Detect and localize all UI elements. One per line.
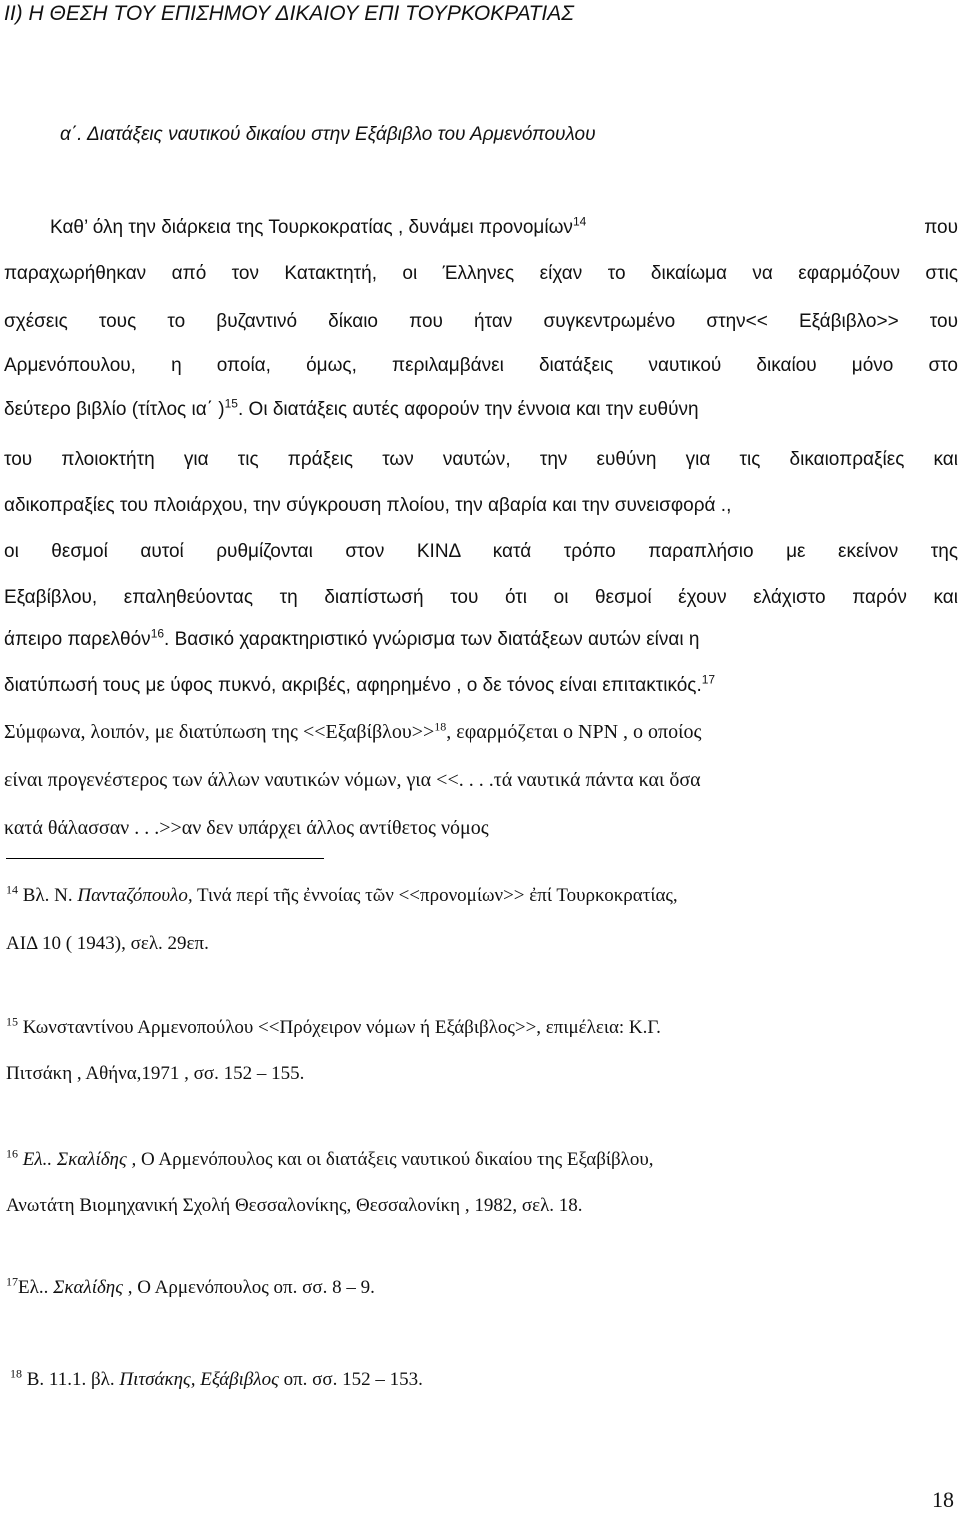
body-line-14: κατά θάλασσαν . . .>>αν δεν υπάρχει άλλος αντίθετος νόμος	[4, 817, 489, 839]
footnote-18: $^{18}$ Β. 11.1. βλ. Πιτσάκης, Εξάβιβλος οπ. σσ. 152 – 153.	[10, 1366, 423, 1390]
body-line-12: Σύμφωνα, λοιπόν, με διατύπωση της <<Εξαβίβλου>>$^{18}$, εφαρμόζεται ο ΝΡΝ , ο οποίος	[4, 719, 702, 743]
footnote-ref-18[interactable]: 18	[434, 719, 447, 734]
body-line-13: είναι προγενέστερος των άλλων ναυτικών νόμων, για <<. . . .τά ναυτικά πάντα και ὅσα	[4, 769, 701, 791]
body-line-2: παραχωρήθηκαν από τον Κατακτητή, οι Έλληνες είχαν το δικαίωμα να εφαρμόζουν στις	[4, 263, 958, 284]
footnote-16: $^{16}$ Ελ.. Σκαλίδης , Ο Αρμενόπουλος και οι διατάξεις ναυτικού δικαίου της Εξαβίβλου,	[6, 1146, 654, 1170]
body-line-8: οι θεσμοί αυτοί ρυθμίζονται στον ΚΙΝΔ κατά τρόπο παραπλήσιο με εκείνον της	[4, 541, 958, 562]
footnote-16-continued: Ανωτάτη Βιομηχανική Σχολή Θεσσαλονίκης, Θεσσαλονίκη , 1982, σελ. 18.	[6, 1195, 583, 1216]
footnote-ref-14[interactable]: 14	[572, 214, 587, 229]
footnote-ref-15[interactable]: 15	[224, 396, 238, 411]
body-line-3: σχέσεις τους το βυζαντινό δίκαιο που ήταν συγκεντρωμένο στην<< Εξάβιβλο>> του	[4, 311, 958, 332]
body-line-9: Εξαβίβλου, επαληθεύοντας τη διαπίστωσή του ότι οι θεσμοί έχουν ελάχιστο παρόν και	[4, 587, 958, 608]
body-line-11: διατύπωσή τους με ύφος πυκνό, ακριβές, αφηρημένο , ο δε τόνος είναι επιτακτικός.$^{17}$	[4, 672, 716, 696]
footnote-ref-16[interactable]: 16	[150, 626, 165, 641]
body-line-4: Αρμενόπουλου, η οποία, όμως, περιλαμβάνει διατάξεις ναυτικού δικαίου μόνο στο	[4, 355, 958, 376]
subsection-heading: α΄. Διατάξεις ναυτικού δικαίου στην Εξάβιβλο του Αρμενόπουλου	[60, 124, 596, 145]
body-line-10: άπειρο παρελθόν$^{16}$. Βασικό χαρακτηριστικό γνώρισμα των διατάξεων αυτών είναι η	[4, 626, 700, 650]
body-line-7: αδικοπραξίες του πλοιάρχου, την σύγκρουση πλοίου, την αβαρία και την συνεισφορά .,	[4, 495, 732, 516]
page-number: 18	[932, 1487, 954, 1512]
footnote-17: $^{17}$Ελ.. Σκαλίδης , Ο Αρμενόπουλος οπ. σσ. 8 – 9.	[6, 1274, 375, 1298]
body-line-5: δεύτερο βιβλίο (τίτλος ια΄ )$^{15}$. Οι διατάξεις αυτές αφορούν την έννοια και την ευθύνη	[4, 396, 699, 420]
footnote-15-continued: Πιτσάκη , Αθήνα,1971 , σσ. 152 – 155.	[6, 1063, 305, 1084]
footnote-14: $^{14}$ Βλ. Ν. Πανταζόπουλο, Τινά περί τῆς ἐννοίας τῶν <<προνομίων>> ἐπί Τουρκοκρατίας,	[6, 882, 678, 906]
section-heading: ΙΙ) Η ΘΕΣΗ ΤΟΥ ΕΠΙΣΗΜΟΥ ΔΙΚΑΙΟΥ ΕΠΙ ΤΟΥΡΚΟΚΡΑΤΙΑΣ	[4, 2, 574, 25]
body-line-1: Καθ’ όλη την διάρκεια της Τουρκοκρατίας , δυνάμει προνομίων$^{14}$ που	[50, 214, 958, 238]
footnote-14-continued: ΑΙΔ 10 ( 1943), σελ. 29επ.	[6, 933, 209, 954]
footnote-15: $^{15}$ Κωνσταντίνου Αρμενοπούλου <<Πρόχειρον νόμων ή Εξάβιβλος>>, επιμέλεια: Κ.Γ.	[6, 1014, 661, 1038]
footnote-separator	[6, 858, 324, 859]
body-line-6: του πλοιοκτήτη για τις πράξεις των ναυτών, την ευθύνη για τις δικαιοπραξίες και	[4, 449, 958, 470]
footnote-ref-17[interactable]: 17	[701, 672, 716, 687]
